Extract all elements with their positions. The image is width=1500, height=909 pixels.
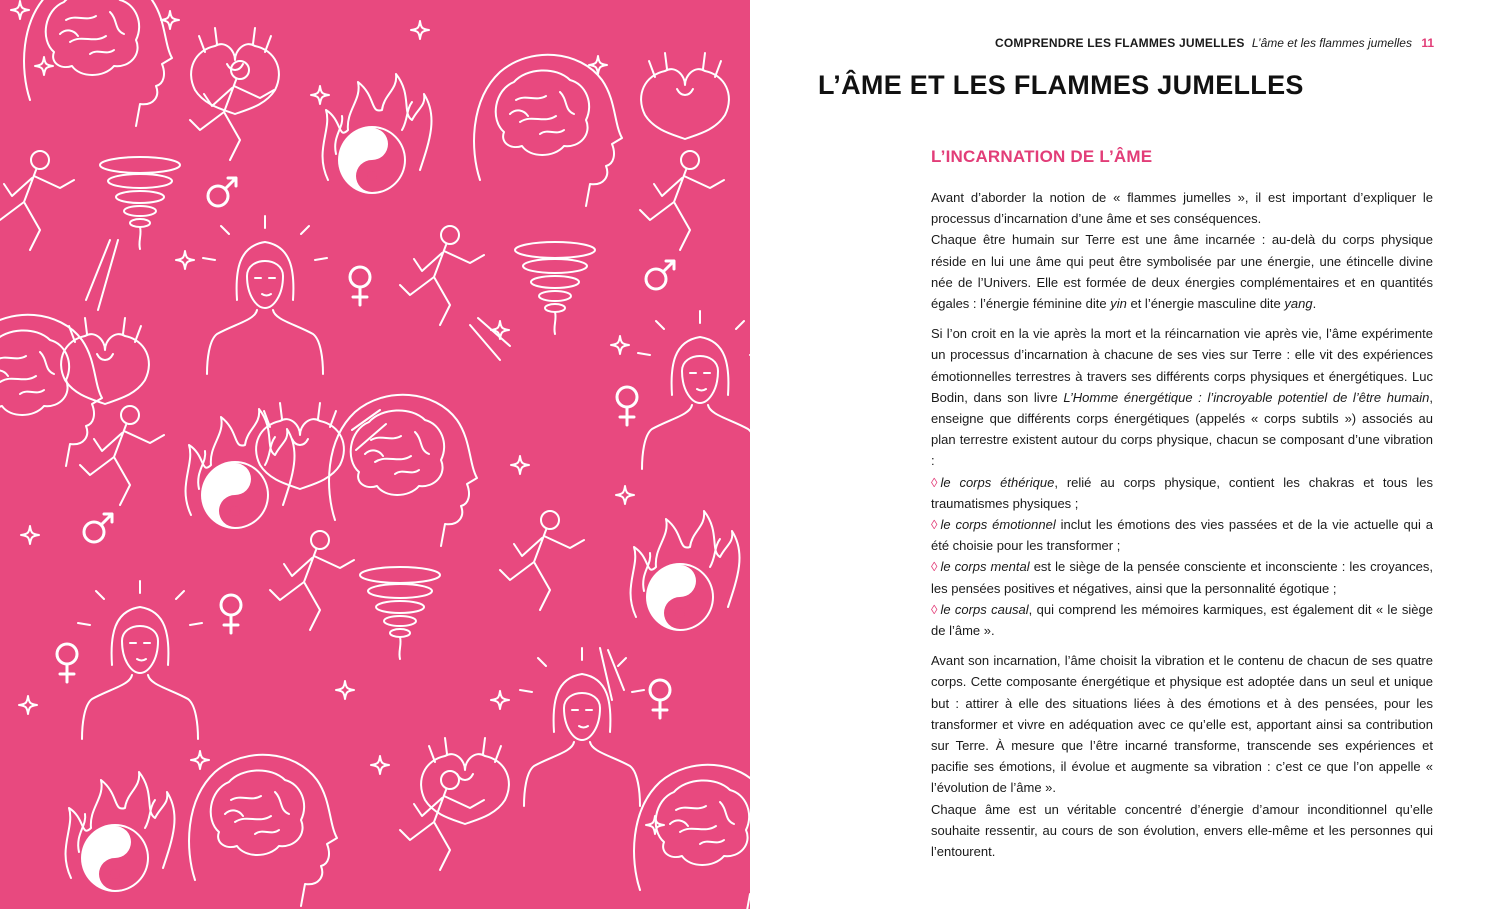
- runner-icon: [500, 511, 584, 610]
- sparkle-icon: [11, 1, 29, 19]
- female-symbol-icon: [650, 680, 670, 718]
- text-span: Si l’on croit en la vie après la mort et la réincarnation vie après vie, l’âme expérimente un processus d’incarnation à chacune de ses vies sur Terre : elle vit des expériences émotionnelles terrestres à travers ses différents corps physiques et énergétiques. Luc Bodin, dans son livre: [931, 326, 1433, 405]
- meditating-woman-icon: [638, 311, 750, 469]
- brain-icon: [189, 755, 337, 906]
- sparkle-icon: [311, 86, 329, 104]
- running-head-section: COMPRENDRE LES FLAMMES JUMELLES: [995, 36, 1245, 50]
- yin-yang-icon: [81, 824, 149, 892]
- female-symbol-icon: [350, 267, 370, 305]
- sparkle-icon: [176, 251, 194, 269]
- bullet-item: [931, 514, 1433, 556]
- male-symbol-icon: [84, 514, 112, 542]
- sparkle-icon: [19, 696, 37, 714]
- brain-icon: [634, 765, 750, 909]
- running-head-chapter: L’âme et les flammes jumelles: [1251, 36, 1412, 50]
- tornado-icon: [515, 242, 595, 334]
- page-number: 11: [1421, 36, 1434, 50]
- sparkle-icon: [616, 486, 634, 504]
- yin-yang-icon: [646, 563, 714, 631]
- sparkle-icon: [511, 456, 529, 474]
- term-yang: yang: [1284, 296, 1313, 312]
- female-symbol-icon: [617, 387, 637, 425]
- yin-yang-icon: [201, 461, 269, 529]
- bullet-term: le corps mental: [940, 559, 1030, 575]
- brain-icon: [0, 315, 102, 466]
- female-symbol-icon: [57, 644, 77, 682]
- sparkle-icon: [191, 751, 209, 769]
- brain-icon: [329, 395, 477, 546]
- bullet-item: [931, 556, 1433, 598]
- body-text: [931, 187, 1433, 862]
- bullet-term: le corps causal: [940, 601, 1029, 617]
- sparkle-icon: [589, 56, 607, 74]
- term-yin: yin: [1110, 296, 1127, 312]
- book-title: L’Homme énergétique : l’incroyable potentiel de l’être humain: [1063, 389, 1430, 405]
- sparkle-icon: [491, 691, 509, 709]
- sparkle-icon: [21, 526, 39, 544]
- paragraph-intro: Avant d’aborder la notion de « flammes jumelles », il est important d’expliquer le processus d’incarnation d’une âme et ses conséquences.: [931, 190, 1433, 227]
- text-span: .: [1312, 296, 1317, 312]
- brain-icon: [474, 55, 622, 206]
- meditating-woman-icon: [520, 648, 644, 806]
- bullet-text: , relié au corps physique, contient les chakras et tous les traumatismes physiques ;: [931, 474, 1433, 511]
- heart-hands-icon: [191, 28, 279, 114]
- diamond-bullet-icon: ◊: [931, 601, 938, 617]
- runner-icon: [400, 226, 484, 325]
- sparkle-icon: [371, 756, 389, 774]
- runner-icon: [400, 771, 484, 870]
- text-span: et l’énergie masculine dite: [1126, 296, 1285, 312]
- text-page: [750, 0, 1500, 909]
- sparkle-icon: [611, 336, 629, 354]
- running-head: [995, 35, 1434, 51]
- runner-icon: [640, 151, 724, 250]
- bullet-text: , qui comprend les mémoires karmiques, est également dit « le siège de l’âme ».: [931, 601, 1433, 639]
- sparkle-icon: [336, 681, 354, 699]
- bullet-text: inclut les émotions des vies passées et de la vie actuelle qui a été choisie pour les transformer ;: [931, 517, 1433, 554]
- tornado-icon: [360, 567, 440, 659]
- heart-hands-icon: [421, 738, 509, 824]
- text-span: Chaque être humain sur Terre est une âme incarnée : au-delà du corps physique réside en lui une âme qui peut être symbolisée par une énergie, une étincelle divine née de l’Univers. Elle est formée de deux énergies complémentaires et en quantités égales : l’énergie féminine dite: [931, 232, 1433, 312]
- paragraph-incarnated-soul: [931, 229, 1433, 314]
- bullet-term: le corps éthérique: [940, 474, 1055, 490]
- text-span: , enseigne que différents corps énergétiques (appelés « corps subtils ») associés au plan terrestre existent autour du corps physique, chacun se composant d’une vibration :: [931, 389, 1434, 469]
- female-symbol-icon: [221, 595, 241, 633]
- diamond-bullet-icon: ◊: [931, 517, 938, 533]
- section-heading: L’INCARNATION DE L’ÂME: [931, 147, 1153, 166]
- bullet-item: [931, 472, 1433, 514]
- sparkle-icon: [35, 57, 53, 75]
- bullet-text: est le siège de la pensée consciente et inconsciente : les croyances, les pensées positives et négatives, ainsi que la personnalité égotique ;: [931, 559, 1433, 596]
- male-symbol-icon: [208, 178, 236, 206]
- tornado-icon: [100, 157, 180, 249]
- chapter-title: L’ÂME ET LES FLAMMES JUMELLES: [818, 70, 1304, 100]
- runner-icon: [0, 151, 74, 250]
- heart-hands-icon: [641, 53, 729, 139]
- paragraph-reincarnation: [931, 323, 1433, 471]
- diamond-bullet-icon: ◊: [931, 474, 938, 490]
- bullet-term: le corps émotionnel: [940, 517, 1056, 533]
- sparkle-icon: [411, 21, 429, 39]
- meditating-woman-icon: [78, 581, 202, 739]
- male-symbol-icon: [646, 261, 674, 289]
- paragraph-before-incarnation: Avant son incarnation, l’âme choisit la vibration et le contenu de chacun de ses quatre corps. Cette composante énergétique et physique est adoptée dans un seul et unique but : attirer à elle des situations liées à des émotions et à des pensées, pour les transformer et vivre en adéquation avec ce qu’elle est, apportant ainsi sa contribution sur Terre. À mesure que l’être incarné transforme, transcende ses expériences et pacifie ses émotions, il évolue et augmente sa vibration : c’est ce que l’on appelle « l’évolution de l’âme ».: [931, 653, 1433, 796]
- runner-icon: [270, 531, 354, 630]
- bullet-item: [931, 599, 1433, 641]
- meditating-woman-icon: [203, 216, 327, 374]
- yin-yang-icon: [338, 126, 406, 194]
- diamond-bullet-icon: ◊: [931, 559, 938, 575]
- runner-icon: [190, 61, 274, 160]
- paragraph-unconditional-love: Chaque âme est un véritable concentré d’énergie d’amour inconditionnel qu’elle souhaite ressentir, au cours de son évolution, envers elle-même et les personnes qui l’entourent.: [931, 801, 1433, 860]
